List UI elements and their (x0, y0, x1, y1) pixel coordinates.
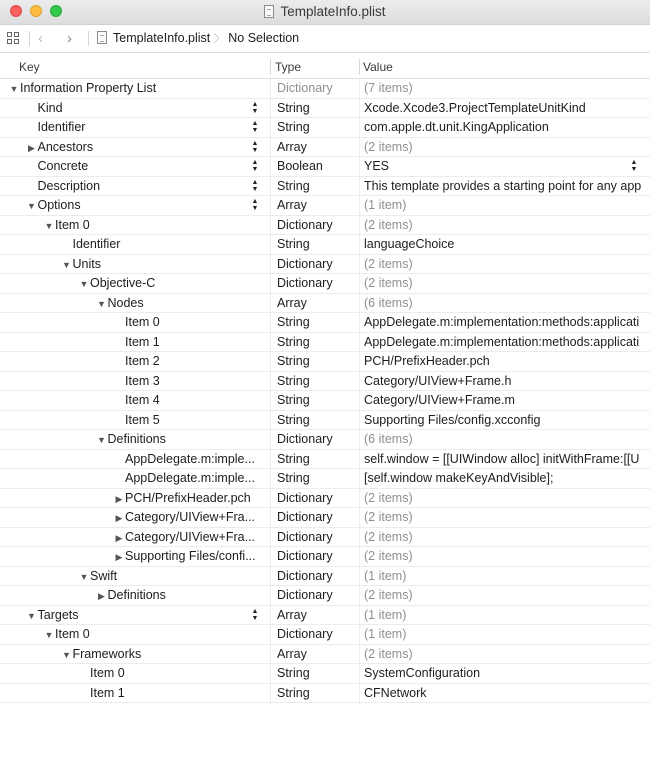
row-key-label[interactable]: Nodes (107, 295, 144, 310)
plist-row[interactable] (0, 567, 650, 587)
plist-row[interactable] (0, 411, 650, 431)
plist-row[interactable] (0, 352, 650, 372)
row-type-cell[interactable]: Dictionary (277, 276, 333, 290)
disclosure-triangle-icon[interactable]: ▼ (62, 259, 71, 270)
row-value-cell: (2 items) (364, 646, 413, 661)
row-key-label[interactable]: Category/UIView+Fra... (125, 510, 256, 524)
breadcrumb-separator-icon: 〉 (213, 33, 225, 45)
row-key-label[interactable]: Units (72, 256, 101, 271)
plist-row[interactable] (0, 157, 650, 177)
row-type-cell[interactable]: String (277, 315, 310, 329)
row-key-label[interactable]: AppDelegate.m:imple... (125, 451, 255, 466)
disclosure-triangle-icon[interactable]: ▼ (97, 298, 106, 309)
row-type-cell[interactable]: Dictionary (277, 549, 333, 563)
row-type-cell[interactable]: String (277, 354, 310, 368)
row-key-label[interactable]: PCH/PrefixHeader.pch (125, 490, 251, 505)
row-type-cell[interactable]: Array (277, 607, 307, 622)
row-type-cell[interactable]: String (277, 120, 310, 134)
row-key-label[interactable]: Item 1 (90, 685, 125, 700)
row-type-cell[interactable]: Dictionary (277, 510, 333, 524)
disclosure-triangle-icon[interactable]: ▼ (79, 571, 89, 582)
disclosure-triangle-icon[interactable]: ▶ (115, 493, 123, 504)
row-key-label[interactable]: Definitions (107, 588, 166, 602)
row-key-label[interactable]: Category/UIView+Fra... (125, 529, 256, 544)
row-value-cell[interactable]: Xcode.Xcode3.ProjectTemplateUnitKind (364, 100, 586, 115)
row-key-cell (0, 79, 278, 98)
row-value-cell[interactable]: Category/UIView+Frame.h (364, 373, 512, 388)
plist-row[interactable] (0, 489, 650, 509)
row-value-cell: (1 item) (364, 607, 407, 622)
row-key-label[interactable]: AppDelegate.m:imple... (125, 471, 255, 485)
plist-row[interactable] (0, 430, 650, 450)
row-type-cell[interactable]: Array (277, 295, 307, 310)
row-key-label[interactable]: Concrete (37, 159, 89, 173)
row-value-cell: (2 items) (364, 490, 413, 505)
row-value-cell: (2 items) (364, 256, 413, 271)
disclosure-triangle-icon[interactable]: ▼ (62, 649, 71, 660)
plist-row[interactable] (0, 196, 650, 216)
row-key-label[interactable]: Item 5 (125, 412, 160, 427)
row-key-label[interactable]: Definitions (107, 432, 166, 446)
row-value-cell: (2 items) (364, 139, 413, 154)
row-key-label[interactable]: Item 0 (90, 666, 125, 680)
plist-row[interactable] (0, 294, 650, 314)
plist-row[interactable] (0, 664, 650, 684)
plist-row[interactable] (0, 547, 650, 567)
row-key-label[interactable]: Supporting Files/confi... (125, 549, 256, 563)
row-key-label[interactable]: Frameworks (72, 646, 142, 661)
row-value-cell: (6 items) (364, 432, 413, 446)
row-type-cell[interactable]: Dictionary (277, 588, 333, 602)
breadcrumb (97, 25, 299, 52)
row-value-cell[interactable]: [self.window makeKeyAndVisible]; (364, 471, 554, 485)
disclosure-triangle-icon[interactable]: ▼ (97, 435, 106, 445)
row-type-cell[interactable]: Dictionary (277, 627, 333, 641)
row-key-label[interactable]: Targets (37, 607, 79, 622)
row-value-cell[interactable]: This template provides a starting point for any app (364, 178, 642, 193)
row-value-cell: (2 items) (364, 276, 413, 290)
row-key-label[interactable]: Item 0 (55, 217, 90, 232)
row-key-label[interactable]: Identifier (72, 237, 121, 251)
row-type-cell[interactable]: String (277, 451, 310, 466)
row-key-label[interactable]: Swift (90, 568, 118, 583)
row-value-cell: (2 items) (364, 217, 413, 232)
row-key-label[interactable]: Objective-C (90, 276, 156, 290)
row-key-label[interactable]: Options (37, 198, 81, 212)
row-value-cell[interactable]: Supporting Files/config.xcconfig (364, 412, 541, 427)
disclosure-triangle-icon[interactable]: ▶ (115, 513, 123, 523)
disclosure-triangle-icon[interactable]: ▶ (98, 591, 105, 601)
row-type-cell[interactable]: Array (277, 646, 307, 661)
row-type-cell[interactable]: String (277, 334, 310, 349)
row-value-cell: (2 items) (364, 510, 413, 524)
column-header-key[interactable]: Key (19, 60, 40, 74)
row-type-cell[interactable]: String (277, 393, 310, 407)
disclosure-triangle-icon[interactable]: ▶ (115, 532, 123, 543)
jump-bar-divider (29, 31, 30, 46)
disclosure-triangle-icon[interactable]: ▼ (9, 84, 19, 94)
row-type-cell[interactable]: Dictionary (277, 256, 333, 271)
title-bar (0, 0, 650, 25)
row-key-label[interactable]: Information Property List (20, 81, 157, 95)
row-key-cell (0, 216, 313, 235)
row-type-cell[interactable]: String (277, 373, 310, 388)
row-type-cell[interactable]: String (277, 412, 310, 427)
column-header-type[interactable]: Type (275, 60, 302, 74)
row-key-label[interactable]: Item 0 (125, 315, 160, 329)
plist-row[interactable] (0, 528, 650, 548)
plist-row[interactable] (0, 450, 650, 470)
disclosure-triangle-icon[interactable]: ▼ (44, 220, 54, 231)
plist-row[interactable] (0, 508, 650, 528)
row-type-cell[interactable]: Dictionary (277, 529, 333, 544)
row-key-label[interactable]: Kind (37, 100, 63, 115)
row-type-cell[interactable]: Dictionary (277, 568, 333, 583)
row-type-cell[interactable]: Array (277, 139, 307, 154)
disclosure-triangle-icon[interactable]: ▼ (27, 201, 36, 211)
row-value-cell[interactable]: AppDelegate.m:implementation:methods:applicati (364, 315, 640, 329)
related-items-grid-icon[interactable] (6, 25, 22, 52)
row-value-cell: (2 items) (364, 529, 413, 544)
plist-document-icon (264, 5, 274, 18)
plist-row[interactable] (0, 118, 650, 138)
up-down-stepper-icon[interactable]: ▲ ▼ (251, 198, 259, 212)
row-type-cell[interactable]: String (277, 100, 310, 115)
row-key-label[interactable]: Item 0 (55, 627, 90, 641)
plist-document-icon (97, 31, 107, 44)
plist-row[interactable] (0, 625, 650, 645)
chevron-left-icon[interactable]: ‹ (38, 30, 43, 47)
row-value-cell: (6 items) (364, 295, 413, 310)
plist-row[interactable] (0, 333, 650, 353)
breadcrumb-file[interactable]: TemplateInfo.plist (113, 31, 211, 45)
row-value-cell: (1 item) (364, 568, 407, 583)
row-value-cell: (7 items) (364, 81, 413, 95)
plist-row[interactable] (0, 606, 650, 626)
row-value-cell[interactable]: PCH/PrefixHeader.pch (364, 354, 490, 368)
plist-row[interactable] (0, 391, 650, 411)
plist-row[interactable] (0, 235, 650, 255)
up-down-stepper-icon[interactable]: ▲ ▼ (251, 120, 259, 134)
breadcrumb-selection[interactable]: No Selection (228, 31, 300, 45)
plist-row[interactable] (0, 177, 650, 197)
plist-row[interactable] (0, 469, 650, 489)
row-type-cell[interactable]: Array (277, 198, 307, 212)
jump-bar-divider (88, 31, 89, 46)
up-down-stepper-icon[interactable]: ▲ ▼ (251, 178, 259, 193)
row-value-cell[interactable]: AppDelegate.m:implementation:methods:applicati (364, 334, 640, 349)
row-value-cell[interactable]: CFNetwork (364, 685, 427, 700)
column-divider[interactable] (359, 59, 360, 75)
plist-row[interactable] (0, 138, 650, 158)
jump-bar (0, 25, 650, 53)
row-value-cell[interactable]: self.window = [[UIWindow alloc] initWithFrame:[[U (364, 451, 640, 466)
plist-row[interactable] (0, 216, 650, 236)
row-key-label[interactable]: Item 2 (125, 354, 160, 368)
row-value-cell[interactable]: SystemConfiguration (364, 666, 481, 680)
disclosure-triangle-icon[interactable]: ▼ (79, 279, 89, 289)
plist-row[interactable] (0, 255, 650, 275)
row-key-label[interactable]: Description (37, 178, 101, 193)
row-key-cell (0, 625, 313, 644)
disclosure-triangle-icon[interactable]: ▼ (44, 630, 54, 640)
disclosure-triangle-icon[interactable]: ▶ (28, 142, 35, 153)
row-value-cell[interactable]: languageChoice (364, 237, 455, 251)
plist-row[interactable] (0, 586, 650, 606)
up-down-stepper-icon[interactable]: ▲ ▼ (251, 100, 259, 115)
chevron-right-icon[interactable]: › (67, 30, 72, 47)
up-down-stepper-icon[interactable]: ▲ ▼ (251, 607, 259, 622)
row-value-cell: (2 items) (364, 549, 413, 563)
plist-row[interactable] (0, 313, 650, 333)
plist-row[interactable] (0, 372, 650, 392)
row-value-cell[interactable]: YES (364, 159, 390, 173)
row-key-label[interactable]: Item 3 (125, 373, 160, 388)
row-key-label[interactable]: Identifier (37, 120, 86, 134)
window-title: TemplateInfo.plist (280, 4, 386, 19)
plist-row[interactable] (0, 274, 650, 294)
up-down-stepper-icon[interactable]: ▲ ▼ (251, 159, 259, 173)
row-type-cell[interactable]: String (277, 685, 310, 700)
row-type-cell[interactable]: Dictionary (277, 81, 333, 95)
up-down-stepper-icon[interactable]: ▲ ▼ (630, 159, 638, 173)
plist-row[interactable] (0, 99, 650, 119)
up-down-stepper-icon[interactable]: ▲ ▼ (251, 139, 259, 154)
row-type-cell[interactable]: Dictionary (277, 432, 333, 446)
row-value-cell[interactable]: com.apple.dt.unit.KingApplication (364, 120, 549, 134)
column-header (0, 56, 650, 79)
row-key-label[interactable]: Item 1 (125, 334, 160, 349)
row-type-cell[interactable]: Boolean (277, 159, 323, 173)
row-type-cell[interactable]: String (277, 178, 310, 193)
disclosure-triangle-icon[interactable]: ▶ (115, 552, 123, 562)
plist-row[interactable] (0, 645, 650, 665)
row-value-cell[interactable]: Category/UIView+Frame.m (364, 393, 515, 407)
row-value-cell: (1 item) (364, 627, 407, 641)
row-type-cell[interactable]: String (277, 471, 310, 485)
row-value-cell: (2 items) (364, 588, 413, 602)
disclosure-triangle-icon[interactable]: ▼ (27, 610, 36, 621)
row-key-label[interactable]: Ancestors (37, 139, 94, 154)
row-type-cell[interactable]: String (277, 666, 310, 680)
row-value-cell: (1 item) (364, 198, 407, 212)
window-title-area (0, 4, 650, 19)
row-key-label[interactable]: Item 4 (125, 393, 160, 407)
row-type-cell[interactable]: Dictionary (277, 217, 333, 232)
plist-row[interactable] (0, 684, 650, 704)
column-divider[interactable] (270, 59, 271, 75)
row-type-cell[interactable]: Dictionary (277, 490, 333, 505)
column-header-value[interactable]: Value (363, 60, 393, 74)
plist-row[interactable] (0, 79, 650, 99)
row-type-cell[interactable]: String (277, 237, 310, 251)
